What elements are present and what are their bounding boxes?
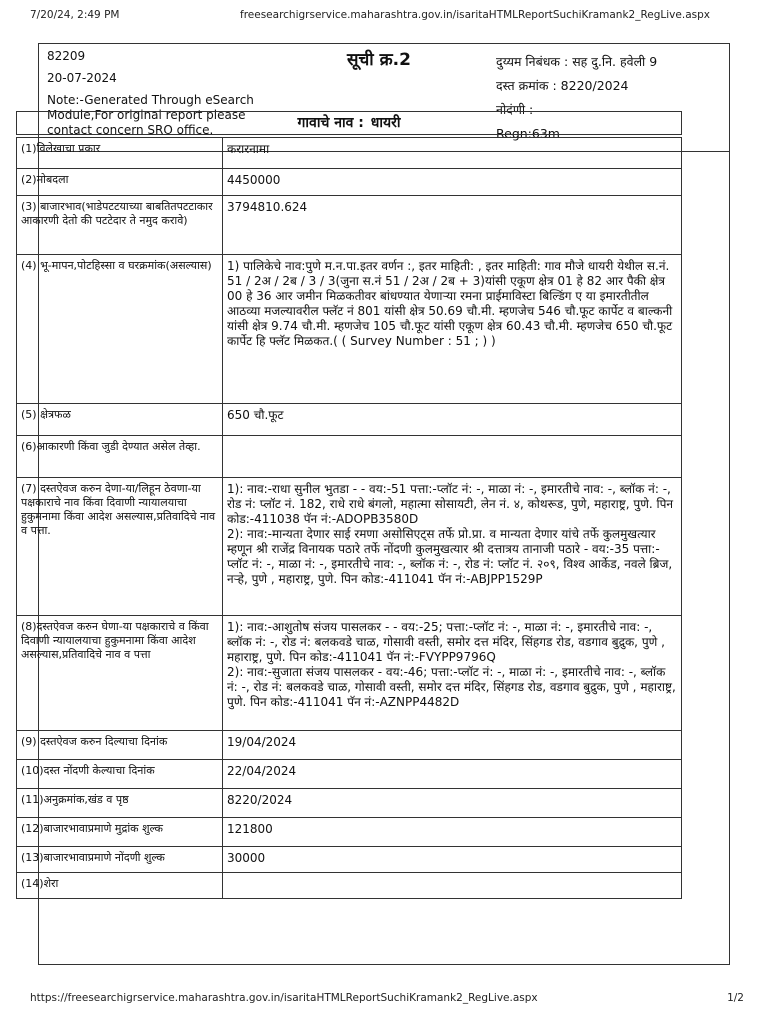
row-value: 4450000 bbox=[223, 169, 682, 196]
row-value: 22/04/2024 bbox=[223, 760, 682, 789]
report-note: Note:-Generated Through eSearch Module,For original report please contact concern SRO office. bbox=[47, 93, 254, 137]
row-value: 8220/2024 bbox=[223, 789, 682, 818]
print-datetime: 7/20/24, 2:49 PM bbox=[30, 9, 120, 21]
row-value bbox=[223, 478, 682, 616]
row-label: (11)अनुक्रमांक,खंड व पृष्ठ bbox=[17, 789, 223, 818]
table-row bbox=[17, 789, 682, 818]
row-label: (1)विलेखाचा प्रकार bbox=[17, 138, 223, 169]
row-value: 30000 bbox=[223, 847, 682, 873]
footer-url: https://freesearchigrservice.maharashtra.gov.in/isaritaHTMLReportSuchiKramank2_RegLive.aspx bbox=[30, 992, 538, 1004]
row-value: 19/04/2024 bbox=[223, 731, 682, 760]
report-number: 82209 bbox=[47, 49, 86, 63]
row-label: (4) भू-मापन,पोटहिस्सा व घरक्रमांक(असल्यास) bbox=[17, 255, 223, 404]
row-value bbox=[223, 436, 682, 478]
party-entry: 2): नाव:-सुजाता संजय पासलकर - वय:-46; पत्ता:-प्लॉट नं: -, माळा नं: -, इमारतीचे नाव: -, ब्लॉक नं: -, रोड नं: बलकवडे चाळ, गोसावी वस्ती, समोर दत्त मंदिर, सिंहगड रोड, वडगाव बुद्रुक, पुणे , महाराष्ट्र, पुणे. पिन कोड:-411041 पॅन नं:-AZNPP4482D bbox=[227, 665, 676, 709]
table-row bbox=[17, 731, 682, 760]
row-label: (8)दस्तऐवज करुन घेणा-या पक्षकाराचे व किंवा दिवाणी न्यायालयाचा हुकुमनामा किंवा आदेश असल्यास,प्रतिवादिचे नाव व पत्ता bbox=[17, 616, 223, 731]
row-value bbox=[223, 616, 682, 731]
row-value bbox=[223, 873, 682, 899]
report-date: 20-07-2024 bbox=[47, 71, 117, 85]
row-value: 650 चौ.फूट bbox=[223, 404, 682, 436]
row-label: (13)बाजारभावाप्रमाणे नोंदणी शुल्क bbox=[17, 847, 223, 873]
party-entry: 2): नाव:-मान्यता देणार साई रमणा असोसिएट्स तर्फे प्रो.प्रा. व मान्यता देणार यांचे तर्फे कुलमुखत्यार म्हणून श्री राजेंद्र विनायक पठारे तर्फे नोंदणी कुलमुखत्यार श्री दत्तात्रय तानाजी पठारे - वय:-35 पत्ता:-प्लॉट नं: -, माळा नं: -, इमारतीचे नाव: -, ब्लॉक नं: -, रोड नं: प्लॉट नं. २०९, विश्व आर्केड, नवले ब्रिज, नऱ्हे, पुणे , महाराष्ट्र, पुणे. पिन कोड:-411041 पॅन नं:-ABJPP1529P bbox=[227, 527, 673, 586]
row-value: 1) पालिकेचे नाव:पुणे म.न.पा.इतर वर्णन :, इतर माहिती: , इतर माहिती: गाव मौजे धायरी येथील स.नं. 51 / 2अ / 2ब / 3 / 3(जुना स.नं 51 / 2अ / 2ब + 3)यांसी एकूण क्षेत्र 01 हे 82 आर पैकी क्षेत्र 00 हे 36 आर जमीन मिळकतीवर बांधण्यात येणाऱ्या रमना प्राईमाविस्टा बिल्डिंग ए या इमारतीतील आठव्या मजल्यावरील फ्लॅट नं 801 यांसी क्षेत्र 50.69 चौ.मी. म्हणजेच 546 चौ.फूट कार्पेट व बाल्कनी यांसी क्षेत्र 9.74 चौ.मी. म्हणजेच 105 चौ.फूट यांसी एकूण क्षेत्र 60.43 चौ.मी. म्हणजेच 650 चौ.फूट कार्पेट हि फ्लॅट मिळकत.( ( Survey Number : 51 ; ) ) bbox=[223, 255, 682, 404]
table-row bbox=[17, 255, 682, 404]
table-row bbox=[17, 818, 682, 847]
row-value: 3794810.624 bbox=[223, 196, 682, 255]
row-label: (12)बाजारभावाप्रमाणे मुद्रांक शुल्क bbox=[17, 818, 223, 847]
details-table bbox=[16, 137, 682, 899]
page-number: 1/2 bbox=[727, 992, 744, 1004]
party-entry: 1): नाव:-आशुतोष संजय पासलकर - - वय:-25; पत्ता:-प्लॉट नं: -, माळा नं: -, इमारतीचे नाव: -, ब्लॉक नं: -, रोड नं: बलकवडे चाळ, गोसावी वस्ती, समोर दत्त मंदिर, सिंहगड रोड, वडगाव बुद्रुक, पुणे , महाराष्ट्र, पुणे. पिन कोड:-411041 पॅन नं:-FVYPP9796Q bbox=[227, 620, 665, 664]
table-row bbox=[17, 169, 682, 196]
table-row bbox=[17, 760, 682, 789]
table-row bbox=[17, 616, 682, 731]
table-row bbox=[17, 196, 682, 255]
print-header bbox=[30, 9, 744, 25]
table-row bbox=[17, 847, 682, 873]
row-label: (6)आकारणी किंवा जुडी देण्यात असेल तेव्हा. bbox=[17, 436, 223, 478]
row-label: (2)मोबदला bbox=[17, 169, 223, 196]
row-label: (7) दस्तऐवज करुन देणा-या/लिहून ठेवणा-या पक्षकाराचे नाव किंवा दिवाणी न्यायालयाचा हुकुमनामा किंवा आदेश असल्यास,प्रतिवादिचे नाव व पत्ता. bbox=[17, 478, 223, 616]
party-entry: 1): नाव:-राधा सुनील भुतडा - - वय:-51 पत्ता:-प्लॉट नं: -, माळा नं: -, इमारतीचे नाव: -, ब्लॉक नं: -, रोड नं: प्लॉट नं. 182, राधे राधे बंगलो, महात्मा सोसायटी, लेन नं. ४, कोथरूड, पुणे, महाराष्ट्र, पुणे. पिन कोड:-411038 पॅन नं:-ADOPB3580D bbox=[227, 482, 674, 526]
row-value: 121800 bbox=[223, 818, 682, 847]
print-url: freesearchigrservice.maharashtra.gov.in/isaritaHTMLReportSuchiKramank2_RegLive.aspx bbox=[240, 9, 710, 21]
print-footer bbox=[30, 992, 744, 1008]
table-row bbox=[17, 873, 682, 899]
village-label: गावाचे नाव : bbox=[297, 115, 364, 131]
row-value: करारनामा bbox=[223, 138, 682, 169]
table-row bbox=[17, 138, 682, 169]
row-label: (10)दस्त नोंदणी केल्याचा दिनांक bbox=[17, 760, 223, 789]
sub-registrar-office: दुय्यम निबंधक : सह दु.नि. हवेली 9 bbox=[496, 54, 658, 69]
report-title: सूची क्र.2 bbox=[347, 50, 411, 70]
table-row bbox=[17, 404, 682, 436]
registration-label: नोदंणी : bbox=[496, 102, 534, 117]
village-name-bar bbox=[16, 111, 682, 135]
row-label: (9) दस्तऐवज करुन दिल्याचा दिनांक bbox=[17, 731, 223, 760]
row-label: (5) क्षेत्रफळ bbox=[17, 404, 223, 436]
row-label: (3) बाजारभाव(भाडेपटटयाच्या बाबतितपटटाकार आकारणी देतो की पटटेदार ते नमुद करावे) bbox=[17, 196, 223, 255]
regn-code: Regn:63m bbox=[496, 126, 560, 141]
table-row bbox=[17, 478, 682, 616]
table-row bbox=[17, 436, 682, 478]
document-number: दस्त क्रमांक : 8220/2024 bbox=[496, 78, 629, 93]
row-label: (14)शेरा bbox=[17, 873, 223, 899]
village-name: धायरी bbox=[370, 115, 401, 131]
